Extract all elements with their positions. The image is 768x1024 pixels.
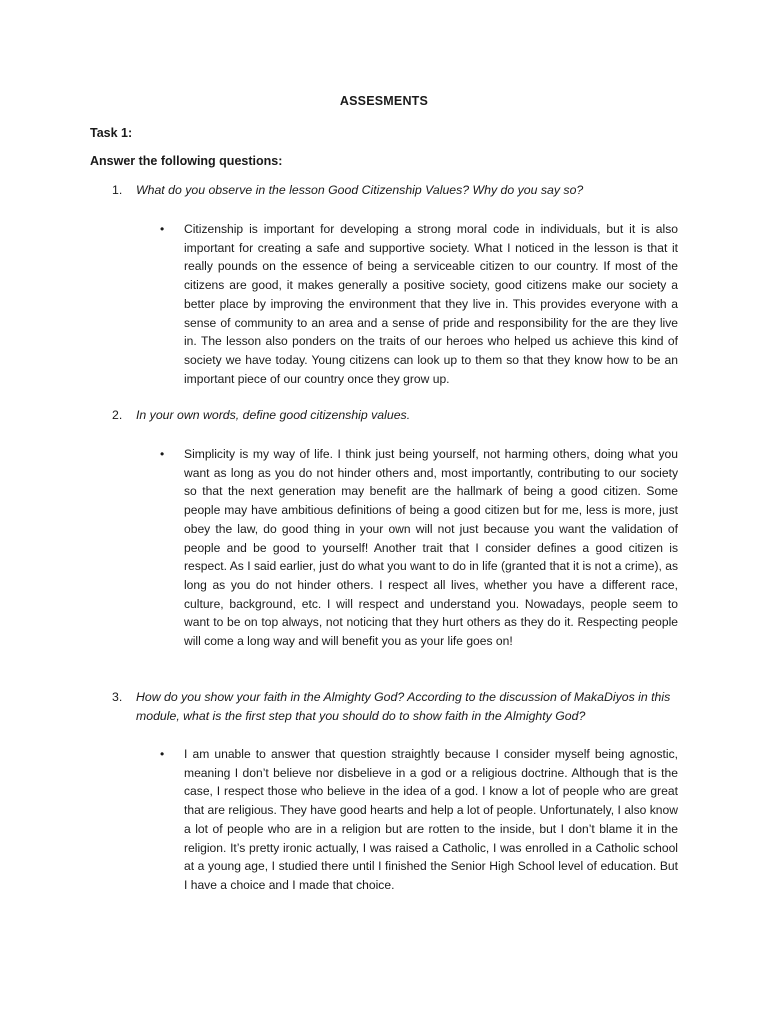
bullet-icon: • [160, 747, 165, 761]
instruction-heading: Answer the following questions: [90, 154, 283, 168]
answer-text: I am unable to answer that question straightly because I consider myself being agnostic, meaning I don’t believe nor disbelieve in a god or a religious doctrine. Although that is the case, I respect those who believe in the idea of a god. I know a lot of people who are great that are religious. They have good hearts and help a lot of people. Unfortunately, I also know a lot of people who are in a religion but are rotten to the inside, but I don’t blame it in the religion. It’s pretty ironic actually, I was raised a Catholic, I was enrolled in a Catholic school at a young age, I studied there until I finished the Senior High School level of education. But I have a choice and I made that choice. [184, 747, 678, 892]
bullet-icon: • [160, 222, 165, 236]
answer-text: Simplicity is my way of life. I think just being yourself, not harming others, doing what you want as long as you do not hinder others and, most importantly, contributing to our society so that the next generation may benefit are the hallmark of being a good citizen. Some people may have ambitious definitions of being a good citizen but for me, less is more, just obey the law, do good thing in your own will not just because you want the validation of people and be good to yourself! Another trait that I consider defines a good citizen is respect. As I said earlier, just do what you want to do in life (granted that it is not a crime), as long as you do not hinder others. I respect all lives, whether you have a different race, culture, background, etc. I will respect and understand you. Nowadays, people seem to want to be on top always, not noticing that they hurt others as they do it. Respecting people will come a long way and will benefit you as your life goes on! [184, 447, 678, 649]
bullet-icon: • [160, 447, 165, 461]
question-number: 1. [112, 183, 123, 197]
answer-3 [160, 745, 678, 895]
question-2 [112, 406, 682, 425]
question-number: 2. [112, 408, 123, 422]
answer-1 [160, 220, 678, 388]
document-title: ASSESMENTS [339, 94, 429, 108]
question-text: In your own words, define good citizenship values. [136, 408, 411, 422]
question-number: 3. [112, 690, 123, 704]
question-text: What do you observe in the lesson Good Citizenship Values? Why do you say so? [136, 183, 584, 197]
answer-text: Citizenship is important for developing a strong moral code in individuals, but it is also important for creating a safe and supportive society. What I noticed in the lesson is that it really pounds on the essence of being a serviceable citizen to our country. If most of the citizens are good, it makes generally a positive society, good citizens make our society a better place by improving the environment that they live in. This provides everyone with a sense of community to an area and a sense of pride and responsibility for the are they live in. The lesson also ponders on the traits of our heroes who helped us achieve this kind of society we have today. Young citizens can look up to them so that they know how to be an important piece of our country once they grow up. [184, 222, 678, 386]
question-3 [112, 688, 682, 725]
answer-2 [160, 445, 678, 651]
task-label: Task 1: [90, 126, 133, 140]
question-1 [112, 181, 682, 200]
question-text: How do you show your faith in the Almighty God? According to the discussion of MakaDiyos in this module, what is the first step that you should do to show faith in the Almighty God? [136, 690, 671, 723]
